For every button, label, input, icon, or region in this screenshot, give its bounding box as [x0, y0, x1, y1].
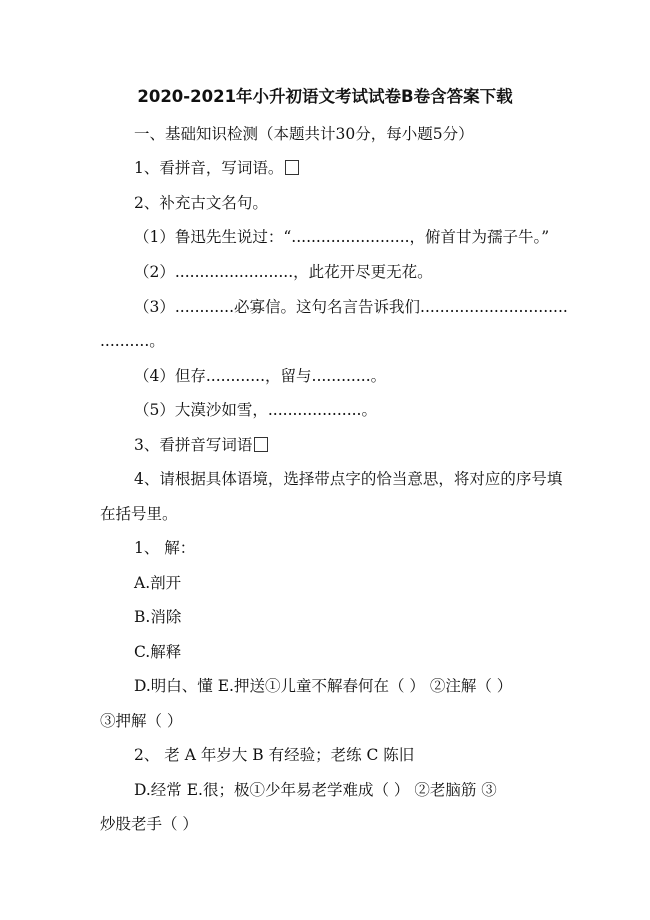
answer-blank: ..............................: [420, 298, 568, 316]
option-a: A.剖开: [134, 574, 182, 592]
question-4-line-1: 4、请根据具体语境，选择带点字的恰当意思，将对应的序号填: [134, 470, 563, 488]
answer-blank: ............: [174, 298, 234, 316]
answer-blank: ............: [205, 367, 265, 385]
option-d-e: D.明白、懂 E.押送①儿童不解春何在（ ） ②注解（ ）: [134, 677, 513, 695]
document-title: 2020-2021年小升初语文考试试卷B卷含答案下载: [137, 87, 513, 106]
question-2-3-continued: [100, 331, 165, 351]
q2-1-suffix: ，俯首甘为孺子牛。”: [409, 228, 550, 246]
question-3-text: 3、看拼音写词语: [134, 436, 253, 454]
item-2-options: D.经常 E.很；极①少年易老学难成（ ） ②老脑筋 ③: [134, 781, 497, 799]
question-2-3: [134, 297, 568, 317]
question-4-line-2: 在括号里。: [100, 505, 178, 523]
answer-blank: ............: [311, 367, 371, 385]
q2-3-prefix: （3）: [134, 298, 175, 316]
question-2-1: [134, 227, 549, 247]
option-tail: ③押解（ ）: [100, 712, 183, 730]
q2-4-prefix: （4）但存: [134, 367, 206, 385]
q2-3-end: 。: [149, 332, 165, 350]
empty-box-icon: [254, 437, 268, 452]
q2-5-end: 。: [361, 401, 378, 419]
item-2-heading: 2、 老 A 年岁大 B 有经验；老练 C 陈旧: [134, 746, 415, 764]
q2-4-end: 。: [370, 367, 387, 385]
q2-3-middle: 必寡信。这句名言告诉我们: [234, 298, 421, 316]
question-2-5: [134, 400, 377, 420]
item-1-heading: 1、 解：: [134, 539, 196, 557]
section-heading: 一、基础知识检测（本题共计30分，每小题5分）: [134, 125, 474, 143]
question-2-4: [134, 366, 386, 386]
q2-4-middle: ，留与: [265, 367, 312, 385]
answer-blank: ........................: [291, 228, 410, 246]
question-1-text: 1、看拼音，写词语。: [134, 159, 284, 177]
answer-blank: ........................: [174, 263, 294, 281]
question-2: 2、补充古文名句。: [134, 194, 268, 212]
question-1: [134, 158, 299, 178]
item-2-tail: 炒股老手（ ）: [100, 815, 198, 833]
q2-5-prefix: （5）大漠沙如雪，: [134, 401, 268, 419]
option-b: B.消除: [134, 608, 182, 626]
empty-box-icon: [285, 160, 299, 175]
q2-2-suffix: ，此花开尽更无花。: [293, 263, 433, 281]
q2-1-prefix: （1）鲁迅先生说过：“: [134, 228, 292, 246]
question-2-2: [134, 262, 433, 282]
option-c: C.解释: [134, 643, 182, 661]
answer-blank: ...................: [267, 401, 362, 419]
q2-2-prefix: （2）: [134, 263, 175, 281]
question-3: [134, 435, 268, 455]
answer-blank: ..........: [100, 332, 150, 350]
